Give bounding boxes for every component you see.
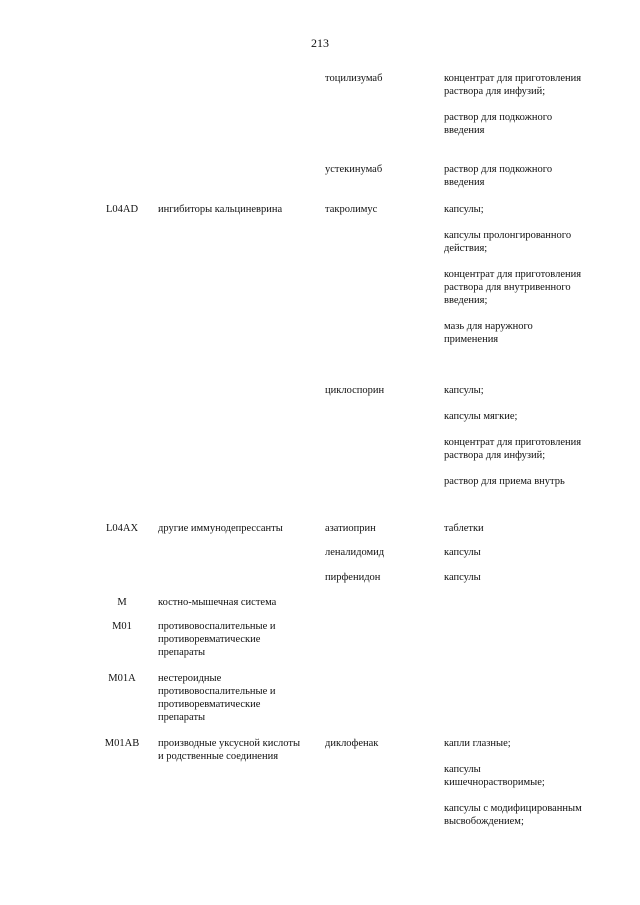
- atc-code: M01AB: [104, 738, 140, 749]
- dosage-form: капсулы пролонгированного действия;: [444, 230, 572, 254]
- dosage-forms: [444, 737, 584, 828]
- dosage-forms: [444, 546, 584, 559]
- drug-name: такролимус: [325, 204, 378, 215]
- atc-code: M01A: [108, 673, 136, 684]
- dosage-forms: [444, 384, 584, 488]
- dosage-form: капли глазные;: [444, 738, 511, 749]
- dosage-form: раствор для подкожного введения: [444, 164, 553, 188]
- dosage-form: раствор для приема внутрь: [444, 476, 565, 487]
- dosage-form: капсулы кишечнорастворимые;: [444, 764, 545, 788]
- dosage-form: капсулы мягкие;: [444, 411, 518, 422]
- dosage-form: мазь для наружного применения: [444, 321, 533, 345]
- atc-code: M01: [112, 621, 132, 632]
- atc-group-name: противовоспалительные и противоревматические препараты: [158, 621, 276, 658]
- dosage-form: капсулы;: [444, 204, 484, 215]
- page-number: 213: [311, 36, 329, 50]
- drug-name: устекинумаб: [325, 164, 383, 175]
- drug-name: леналидомид: [325, 547, 385, 558]
- drug-name: тоцилизумаб: [325, 73, 383, 84]
- dosage-form: раствор для подкожного введения: [444, 112, 553, 136]
- dosage-forms: [444, 203, 584, 346]
- atc-group-name: другие иммунодепрессанты: [158, 523, 283, 534]
- atc-code: L04AX: [105, 523, 139, 534]
- dosage-form: капсулы: [444, 572, 481, 583]
- drug-name: азатиоприн: [325, 523, 376, 534]
- dosage-form: капсулы с модифицированным высвобождением;: [444, 803, 582, 827]
- dosage-form: концентрат для приготовления раствора для внутривенного введения;: [444, 269, 582, 306]
- dosage-form: капсулы: [444, 547, 481, 558]
- drug-name: пирфенидон: [325, 572, 381, 583]
- atc-group-name: нестероидные противовоспалительные и противоревматические препараты: [158, 673, 276, 723]
- atc-group-name: производные уксусной кислоты и родственные соединения: [158, 738, 301, 762]
- dosage-forms: [444, 72, 584, 137]
- atc-code: L04AD: [105, 204, 139, 215]
- atc-group-name: ингибиторы кальциневрина: [158, 204, 283, 215]
- dosage-forms: [444, 571, 584, 584]
- dosage-form: концентрат для приготовления раствора для инфузий;: [444, 437, 582, 461]
- dosage-form: капсулы;: [444, 385, 484, 396]
- drug-name: циклоспорин: [325, 385, 385, 396]
- dosage-form: концентрат для приготовления раствора для инфузий;: [444, 73, 582, 97]
- dosage-forms: [444, 522, 584, 535]
- atc-code: M: [117, 597, 127, 608]
- atc-group-name: костно-мышечная система: [158, 597, 277, 608]
- dosage-form: таблетки: [444, 523, 484, 534]
- drug-name: диклофенак: [325, 738, 379, 749]
- dosage-forms: [444, 163, 584, 189]
